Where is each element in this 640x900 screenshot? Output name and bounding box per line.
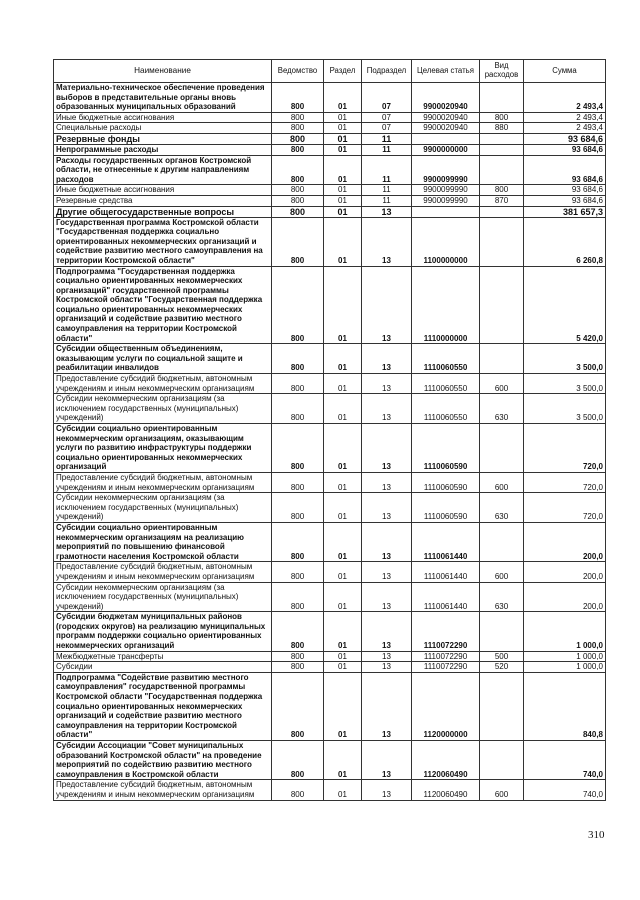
cell-section: 01	[324, 612, 362, 651]
cell-department: 800	[272, 424, 324, 473]
cell-target-article: 9900000000	[412, 144, 480, 155]
cell-department: 800	[272, 612, 324, 651]
cell-subsection: 13	[362, 374, 412, 394]
table-row	[54, 472, 606, 492]
table-row	[54, 344, 606, 374]
cell-target-article: 1110060590	[412, 472, 480, 492]
cell-section: 01	[324, 112, 362, 123]
cell-section: 01	[324, 155, 362, 185]
table-row	[54, 651, 606, 662]
cell-sum: 93 684,6	[524, 155, 606, 185]
table-row	[54, 133, 606, 144]
cell-target-article: 1120060490	[412, 741, 480, 780]
cell-expense-type: 520	[480, 662, 524, 673]
table-row	[54, 662, 606, 673]
cell-sum: 5 420,0	[524, 266, 606, 344]
cell-expense-type	[480, 83, 524, 113]
cell-target-article: 1110060550	[412, 394, 480, 424]
cell-department: 800	[272, 662, 324, 673]
cell-name: Другие общегосударственные вопросы	[54, 206, 272, 217]
header-subsection: Подраздел	[362, 60, 412, 83]
table-row	[54, 144, 606, 155]
cell-sum: 200,0	[524, 522, 606, 561]
cell-sum: 1 000,0	[524, 651, 606, 662]
cell-sum: 381 657,3	[524, 206, 606, 217]
cell-expense-type: 630	[480, 394, 524, 424]
cell-target-article: 1110072290	[412, 662, 480, 673]
cell-section: 01	[324, 493, 362, 523]
table-row	[54, 123, 606, 134]
cell-subsection: 11	[362, 133, 412, 144]
cell-sum: 93 684,6	[524, 195, 606, 206]
cell-name: Резервные средства	[54, 195, 272, 206]
cell-department: 800	[272, 472, 324, 492]
cell-name: Подпрограмма "Государственная поддержка социально ориентированных некоммерческих организаций" государственной программы Костромской области "Государственная поддержка социально ориентированных некоммерческих организаций и содействие развитию местного самоуправления на территории Костромской области"	[54, 266, 272, 344]
cell-target-article: 1110072290	[412, 612, 480, 651]
header-department: Ведомство	[272, 60, 324, 83]
cell-name: Межбюджетные трансферты	[54, 651, 272, 662]
header-target-article: Целевая статья	[412, 60, 480, 83]
cell-expense-type	[480, 672, 524, 740]
cell-expense-type: 630	[480, 493, 524, 523]
cell-section: 01	[324, 374, 362, 394]
cell-subsection: 13	[362, 493, 412, 523]
cell-department: 800	[272, 394, 324, 424]
cell-expense-type: 600	[480, 374, 524, 394]
cell-expense-type: 800	[480, 185, 524, 196]
cell-sum: 840,8	[524, 672, 606, 740]
table-row	[54, 582, 606, 612]
table-row	[54, 394, 606, 424]
cell-subsection: 13	[362, 266, 412, 344]
header-name: Наименование	[54, 60, 272, 83]
cell-sum: 720,0	[524, 472, 606, 492]
cell-name: Специальные расходы	[54, 123, 272, 134]
table-row	[54, 195, 606, 206]
cell-department: 800	[272, 741, 324, 780]
cell-department: 800	[272, 344, 324, 374]
cell-department: 800	[272, 83, 324, 113]
cell-section: 01	[324, 651, 362, 662]
table-row	[54, 612, 606, 651]
cell-sum: 200,0	[524, 562, 606, 582]
cell-sum: 720,0	[524, 493, 606, 523]
cell-subsection: 07	[362, 112, 412, 123]
cell-target-article: 9900099990	[412, 185, 480, 196]
cell-section: 01	[324, 123, 362, 134]
cell-sum: 93 684,6	[524, 144, 606, 155]
cell-subsection: 13	[362, 612, 412, 651]
cell-section: 01	[324, 144, 362, 155]
cell-name: Расходы государственных органов Костромской области, не отнесенные к другим направлениям расходов	[54, 155, 272, 185]
cell-expense-type: 800	[480, 112, 524, 123]
cell-target-article: 9900099990	[412, 195, 480, 206]
cell-section: 01	[324, 394, 362, 424]
cell-sum: 6 260,8	[524, 217, 606, 266]
cell-subsection: 13	[362, 424, 412, 473]
cell-sum: 93 684,6	[524, 133, 606, 144]
cell-section: 01	[324, 522, 362, 561]
cell-target-article: 1110060590	[412, 424, 480, 473]
cell-section: 01	[324, 662, 362, 673]
cell-subsection: 11	[362, 155, 412, 185]
cell-name: Субсидии социально ориентированным некоммерческим организациям на реализацию мероприятий по повышению финансовой грамотности населения Костромской области	[54, 522, 272, 561]
cell-subsection: 13	[362, 522, 412, 561]
table-row	[54, 672, 606, 740]
table-body	[54, 83, 606, 801]
cell-section: 01	[324, 562, 362, 582]
cell-name: Государственная программа Костромской области "Государственная поддержка социально ориентированных некоммерческих организаций и содействие развитию местного самоуправления на территории Костромской области"	[54, 217, 272, 266]
cell-target-article: 1100000000	[412, 217, 480, 266]
cell-subsection: 07	[362, 83, 412, 113]
cell-subsection: 13	[362, 672, 412, 740]
cell-sum: 1 000,0	[524, 612, 606, 651]
table-row	[54, 83, 606, 113]
cell-section: 01	[324, 424, 362, 473]
cell-department: 800	[272, 522, 324, 561]
cell-section: 01	[324, 472, 362, 492]
cell-expense-type: 500	[480, 651, 524, 662]
cell-department: 800	[272, 155, 324, 185]
cell-sum: 3 500,0	[524, 344, 606, 374]
cell-department: 800	[272, 493, 324, 523]
cell-expense-type	[480, 522, 524, 561]
cell-subsection: 11	[362, 144, 412, 155]
cell-target-article: 1110060550	[412, 344, 480, 374]
header-section: Раздел	[324, 60, 362, 83]
cell-subsection: 13	[362, 582, 412, 612]
cell-target-article: 1110061440	[412, 582, 480, 612]
table-row	[54, 185, 606, 196]
cell-subsection: 13	[362, 562, 412, 582]
cell-subsection: 13	[362, 344, 412, 374]
cell-name: Непрограммные расходы	[54, 144, 272, 155]
cell-sum: 1 000,0	[524, 662, 606, 673]
cell-department: 800	[272, 206, 324, 217]
cell-sum: 200,0	[524, 582, 606, 612]
cell-section: 01	[324, 83, 362, 113]
cell-section: 01	[324, 582, 362, 612]
cell-section: 01	[324, 672, 362, 740]
cell-sum: 2 493,4	[524, 112, 606, 123]
table-row	[54, 217, 606, 266]
budget-table	[53, 59, 606, 801]
cell-section: 01	[324, 741, 362, 780]
cell-subsection: 13	[362, 741, 412, 780]
cell-name: Подпрограмма "Содействие развитию местного самоуправления" государственной программы Костромской области "Государственная поддержка социально ориентированных некоммерческих организаций и содействие развитию местного самоуправления на территории Костромской области"	[54, 672, 272, 740]
cell-section: 01	[324, 133, 362, 144]
cell-target-article: 1110060550	[412, 374, 480, 394]
cell-department: 800	[272, 266, 324, 344]
cell-subsection: 13	[362, 217, 412, 266]
cell-subsection: 13	[362, 651, 412, 662]
cell-department: 800	[272, 562, 324, 582]
table-row	[54, 266, 606, 344]
cell-name: Предоставление субсидий бюджетным, автономным учреждениям и иным некоммерческим организациям	[54, 562, 272, 582]
cell-expense-type	[480, 155, 524, 185]
cell-name: Субсидии Ассоциации "Совет муниципальных образований Костромской области" на проведение мероприятий по содействию развитию местного самоуправления в Костромской области	[54, 741, 272, 780]
cell-name: Предоставление субсидий бюджетным, автономным учреждениям и иным некоммерческим организациям	[54, 374, 272, 394]
cell-sum: 2 493,4	[524, 123, 606, 134]
table-header-row	[54, 60, 606, 83]
cell-name: Иные бюджетные ассигнования	[54, 112, 272, 123]
cell-target-article: 9900020940	[412, 112, 480, 123]
cell-subsection: 13	[362, 394, 412, 424]
cell-expense-type	[480, 133, 524, 144]
cell-target-article	[412, 133, 480, 144]
cell-department: 800	[272, 133, 324, 144]
table-row	[54, 741, 606, 780]
cell-section: 01	[324, 266, 362, 344]
table-row	[54, 206, 606, 217]
table-row	[54, 522, 606, 561]
cell-name: Субсидии некоммерческим организациям (за исключением государственных (муниципальных) учреждений)	[54, 394, 272, 424]
cell-expense-type: 600	[480, 780, 524, 800]
cell-target-article: 1110061440	[412, 522, 480, 561]
cell-expense-type	[480, 741, 524, 780]
cell-sum: 740,0	[524, 741, 606, 780]
cell-name: Материально-техническое обеспечение проведения выборов в представительные органы вновь образованных муниципальных образований	[54, 83, 272, 113]
cell-expense-type: 870	[480, 195, 524, 206]
cell-department: 800	[272, 217, 324, 266]
header-expense-type: Вид расходов	[480, 60, 524, 83]
cell-target-article: 9900099990	[412, 155, 480, 185]
cell-section: 01	[324, 195, 362, 206]
table-row	[54, 374, 606, 394]
cell-subsection: 13	[362, 662, 412, 673]
cell-sum: 93 684,6	[524, 185, 606, 196]
cell-department: 800	[272, 780, 324, 800]
cell-expense-type	[480, 217, 524, 266]
table-row	[54, 562, 606, 582]
cell-department: 800	[272, 672, 324, 740]
table-row	[54, 424, 606, 473]
cell-section: 01	[324, 206, 362, 217]
cell-target-article: 9900020940	[412, 123, 480, 134]
cell-target-article: 9900020940	[412, 83, 480, 113]
cell-expense-type: 600	[480, 562, 524, 582]
cell-sum: 3 500,0	[524, 374, 606, 394]
cell-target-article: 1110000000	[412, 266, 480, 344]
cell-name: Иные бюджетные ассигнования	[54, 185, 272, 196]
cell-target-article	[412, 206, 480, 217]
table-row	[54, 780, 606, 800]
cell-subsection: 13	[362, 206, 412, 217]
cell-expense-type	[480, 344, 524, 374]
cell-target-article: 1110061440	[412, 562, 480, 582]
cell-name: Резервные фонды	[54, 133, 272, 144]
cell-section: 01	[324, 344, 362, 374]
table-row	[54, 155, 606, 185]
cell-name: Субсидии некоммерческим организациям (за исключением государственных (муниципальных) учреждений)	[54, 493, 272, 523]
cell-department: 800	[272, 195, 324, 206]
cell-expense-type	[480, 206, 524, 217]
cell-sum: 720,0	[524, 424, 606, 473]
cell-name: Предоставление субсидий бюджетным, автономным учреждениям и иным некоммерческим организациям	[54, 780, 272, 800]
header-sum: Сумма	[524, 60, 606, 83]
cell-name: Субсидии бюджетам муниципальных районов (городских округов) на реализацию муниципальных программ поддержки социально ориентированных некоммерческих организаций	[54, 612, 272, 651]
cell-subsection: 13	[362, 780, 412, 800]
cell-expense-type	[480, 424, 524, 473]
cell-department: 800	[272, 651, 324, 662]
cell-name: Субсидии социально ориентированным некоммерческим организациям, оказывающим услуги по развитию инфраструктуры поддержки социально ориентированных некоммерческих организаций	[54, 424, 272, 473]
cell-target-article: 1120000000	[412, 672, 480, 740]
cell-name: Субсидии общественным объединениям, оказывающим услуги по социальной защите и реабилитации инвалидов	[54, 344, 272, 374]
cell-subsection: 07	[362, 123, 412, 134]
cell-expense-type	[480, 144, 524, 155]
cell-department: 800	[272, 112, 324, 123]
cell-target-article: 1110060590	[412, 493, 480, 523]
cell-expense-type: 600	[480, 472, 524, 492]
cell-department: 800	[272, 374, 324, 394]
cell-name: Субсидии некоммерческим организациям (за исключением государственных (муниципальных) учреждений)	[54, 582, 272, 612]
cell-expense-type: 630	[480, 582, 524, 612]
cell-subsection: 11	[362, 185, 412, 196]
cell-subsection: 11	[362, 195, 412, 206]
cell-sum: 740,0	[524, 780, 606, 800]
cell-sum: 3 500,0	[524, 394, 606, 424]
cell-name: Предоставление субсидий бюджетным, автономным учреждениям и иным некоммерческим организациям	[54, 472, 272, 492]
cell-subsection: 13	[362, 472, 412, 492]
cell-expense-type: 880	[480, 123, 524, 134]
table-row	[54, 112, 606, 123]
cell-target-article: 1120060490	[412, 780, 480, 800]
cell-department: 800	[272, 144, 324, 155]
cell-section: 01	[324, 185, 362, 196]
table-row	[54, 493, 606, 523]
cell-section: 01	[324, 780, 362, 800]
cell-target-article: 1110072290	[412, 651, 480, 662]
cell-name: Субсидии	[54, 662, 272, 673]
cell-section: 01	[324, 217, 362, 266]
cell-expense-type	[480, 266, 524, 344]
page-number: 310	[588, 829, 605, 841]
cell-expense-type	[480, 612, 524, 651]
cell-department: 800	[272, 582, 324, 612]
cell-department: 800	[272, 123, 324, 134]
cell-sum: 2 493,4	[524, 83, 606, 113]
cell-department: 800	[272, 185, 324, 196]
